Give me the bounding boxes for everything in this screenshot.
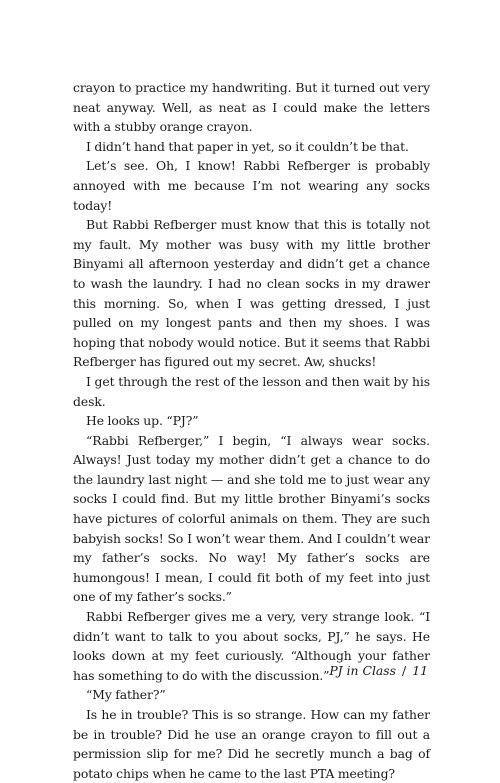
paragraph: But Rabbi Refberger must know that this is totally not my fault. My mother was busy with my little brother Binyami all afternoon yesterday and didn’t get a chance to wash the laundry. I had no clean socks in my drawer this morning. So, when I was getting dressed, I just pulled on my longest pants and then my shoes. I was hoping that nobody would notice. But it seems that Rabbi Refberger has figured out my secret. Aw, shucks! (73, 217, 430, 370)
paragraph: Is he in trouble? This is so strange. How can my father be in trouble? Did he use an orange crayon to fill out a permission slip for me? Did he secretly munch a bag of potato chips when he came to the last PTA meeting? (73, 707, 430, 781)
paragraph: Rabbi Refberger gives me a very, very strange look. “I didn’t want to talk to you about socks, PJ,” he says. He looks down at my feet curiously. “Although your father has something to do with the discussion.” (73, 609, 430, 683)
paragraph: “Rabbi Refberger,” I begin, “I always wear socks. Always! Just today my mother didn’t get a chance to do the laundry last night — and she told me to just wear any socks I could find. But my little brother Binyami’s socks have pictures of colorful animals on them. They are such babyish socks! So I won’t wear them. And I couldn’t wear my father’s socks. No way! My father’s socks are humongous! I mean, I could fit both of my feet into just one of my father’s socks.” (73, 432, 430, 605)
paragraph: I get through the rest of the lesson and then wait by his desk. (73, 373, 430, 409)
paragraph: “My father?” (86, 687, 166, 703)
paragraph: He looks up. “PJ?” (86, 413, 199, 429)
running-title: PJ in Class (329, 663, 397, 678)
paragraph: Let’s see. Oh, I know! Rabbi Refberger is probably annoyed with me because I’m not wearing any socks today! (73, 158, 430, 213)
paragraph: I didn’t hand that paper in yet, so it couldn’t be that. (86, 138, 409, 154)
footer-separator: / (402, 663, 407, 678)
page-number: 11 (412, 663, 428, 678)
page-footer (329, 663, 428, 678)
paragraph: crayon to practice my handwriting. But it turned out very neat anyway. Well, as neat as I could make the letters with a stubby orange crayon. (73, 80, 430, 135)
